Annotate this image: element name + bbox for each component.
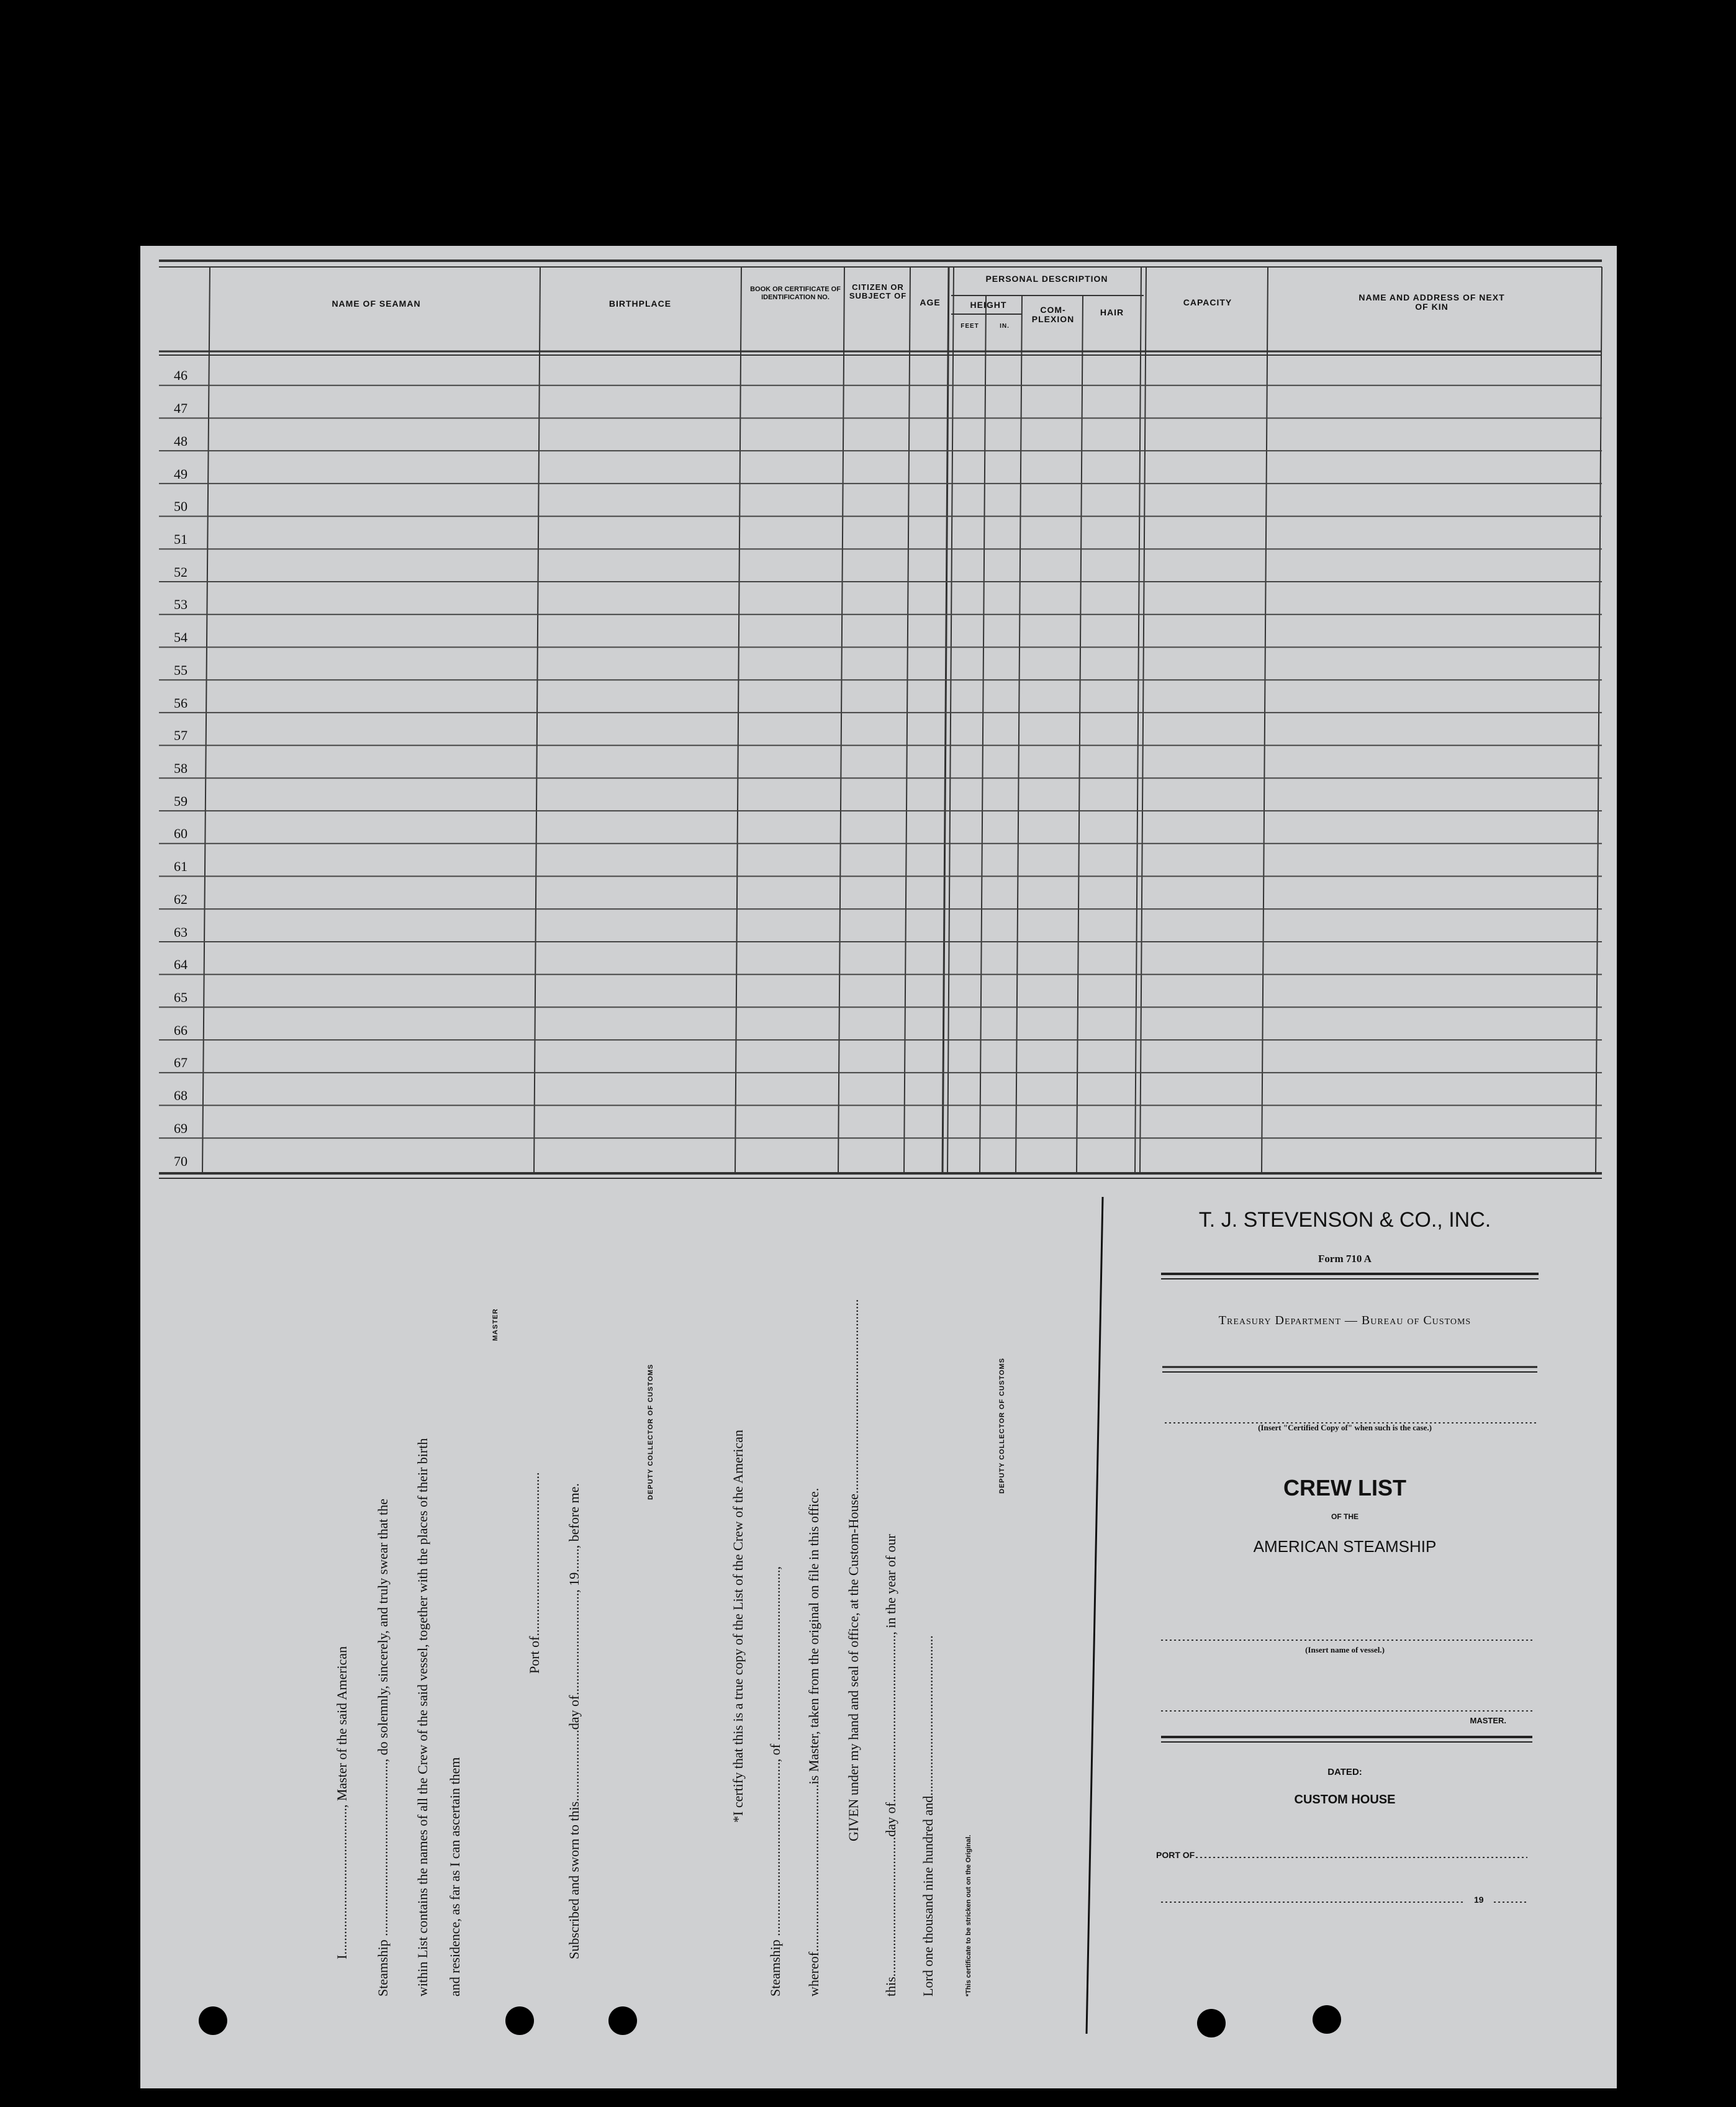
row-number: 62	[174, 891, 188, 907]
row-number: 68	[174, 1088, 188, 1104]
row-number: 65	[174, 990, 188, 1006]
row-number: 52	[174, 564, 188, 580]
header-name-of-seaman: NAME OF SEAMAN	[332, 299, 421, 309]
header-height: HEIGHT	[970, 300, 1007, 310]
dated-label: DATED:	[1327, 1767, 1362, 1777]
company-name: T. J. STEVENSON & CO., INC.	[1198, 1208, 1491, 1232]
crew-list-title: CREW LIST	[1283, 1475, 1406, 1500]
row-number: 60	[174, 826, 188, 842]
row-number: 55	[174, 662, 188, 678]
punch-hole	[1197, 2009, 1226, 2037]
row-number: 69	[174, 1120, 188, 1136]
row-number: 70	[174, 1153, 188, 1169]
header-birthplace: BIRTHPLACE	[608, 299, 672, 309]
year-label: 19	[1474, 1895, 1484, 1905]
header-feet: FEET	[961, 323, 979, 330]
cert-line-3: whereof.................................................is Master, taken from the original on file in this office.	[806, 1487, 821, 1996]
insert-certified-note: (Insert "Certified Copy of" when such is the case.)	[1258, 1423, 1432, 1432]
row-number: 49	[174, 466, 188, 482]
header-citizen: CITIZEN OR SUBJECT OF	[849, 282, 907, 300]
row-number: 58	[174, 760, 188, 776]
header-capacity: CAPACITY	[1183, 297, 1232, 307]
cert-line-6: Lord one thousand nine hundred and...............................................	[920, 1635, 936, 1996]
of-the-label: OF THE	[1331, 1512, 1359, 1521]
insert-vessel-note: (Insert name of vessel.)	[1305, 1645, 1385, 1654]
row-number: 47	[174, 400, 188, 417]
oath-port-line: Port of................................................	[527, 1472, 542, 1674]
row-number: 50	[174, 499, 188, 515]
row-number: 53	[174, 597, 188, 613]
header-next-of-kin: NAME AND ADDRESS OF NEXT OF KIN	[1359, 292, 1505, 312]
cert-line-2: Steamship ..................................................., of ..................................................,	[767, 1566, 783, 1996]
punch-hole	[1313, 2005, 1341, 2034]
punch-hole	[199, 2006, 227, 2035]
cert-line-5: this.........................................day of................................................., in the year of our	[883, 1534, 898, 1996]
master-label: MASTER.	[1470, 1716, 1506, 1725]
cert-line-4: GIVEN under my hand and seal of office, at the Custom-House.........................................................	[846, 1299, 861, 1841]
header-age: AGE	[920, 297, 941, 307]
custom-house-label: CUSTOM HOUSE	[1294, 1793, 1396, 1807]
row-number: 48	[174, 433, 188, 449]
punch-hole	[608, 2006, 637, 2035]
cert-footnote: *This certificate to be stricken out on the Original.	[965, 1834, 972, 1996]
department-line: Treasury Department — Bureau of Customs	[1218, 1314, 1472, 1327]
row-number: 56	[174, 695, 188, 711]
form-number: Form 710 A	[1318, 1253, 1372, 1265]
american-steamship-label: AMERICAN STEAMSHIP	[1253, 1537, 1437, 1556]
oath-subscribed-line: Subscribed and sworn to this.....................day of.............................., 19......., before me.	[566, 1483, 582, 1959]
oath-line-2: Steamship ..................................................., do solemnly, sincerely, and truly swear that the	[375, 1499, 391, 1996]
punch-hole	[505, 2006, 534, 2035]
header-complexion: COM- PLEXION	[1031, 305, 1075, 324]
oath-deputy-collector-label: DEPUTY COLLECTOR OF CUSTOMS	[647, 1364, 654, 1500]
row-number: 46	[174, 368, 188, 384]
row-number: 66	[174, 1022, 188, 1038]
row-number: 63	[174, 924, 188, 940]
header-book-certificate: BOOK OR CERTIFICATE OF IDENTIFICATION NO.	[750, 286, 841, 301]
row-number: 57	[174, 728, 188, 744]
port-of-label: PORT OF	[1156, 1850, 1195, 1860]
row-number: 64	[174, 957, 188, 973]
cert-line-1: *I certify that this is a true copy of the List of the Crew of the American	[730, 1430, 746, 1823]
row-number: 61	[174, 859, 188, 875]
header-personal-description: PERSONAL DESCRIPTION	[985, 274, 1108, 284]
cert-deputy-collector-label: DEPUTY COLLECTOR OF CUSTOMS	[998, 1358, 1006, 1494]
row-number: 67	[174, 1055, 188, 1071]
oath-master-label: MASTER	[492, 1308, 499, 1341]
header-hair: HAIR	[1100, 307, 1124, 317]
row-number: 54	[174, 629, 188, 646]
table-grid	[140, 246, 1617, 1202]
crew-list-sheet	[140, 246, 1617, 2088]
oath-line-1: I..........................................., Master of the said American	[334, 1646, 350, 1959]
oath-line-3: within List contains the names of all the Crew of the said vessel, together with the places of their birth	[415, 1438, 430, 1996]
row-number: 59	[174, 793, 188, 809]
row-number: 51	[174, 531, 188, 547]
oath-line-4: and residence, as far as I can ascertain them	[447, 1757, 463, 1996]
header-inches: IN.	[1000, 323, 1010, 330]
